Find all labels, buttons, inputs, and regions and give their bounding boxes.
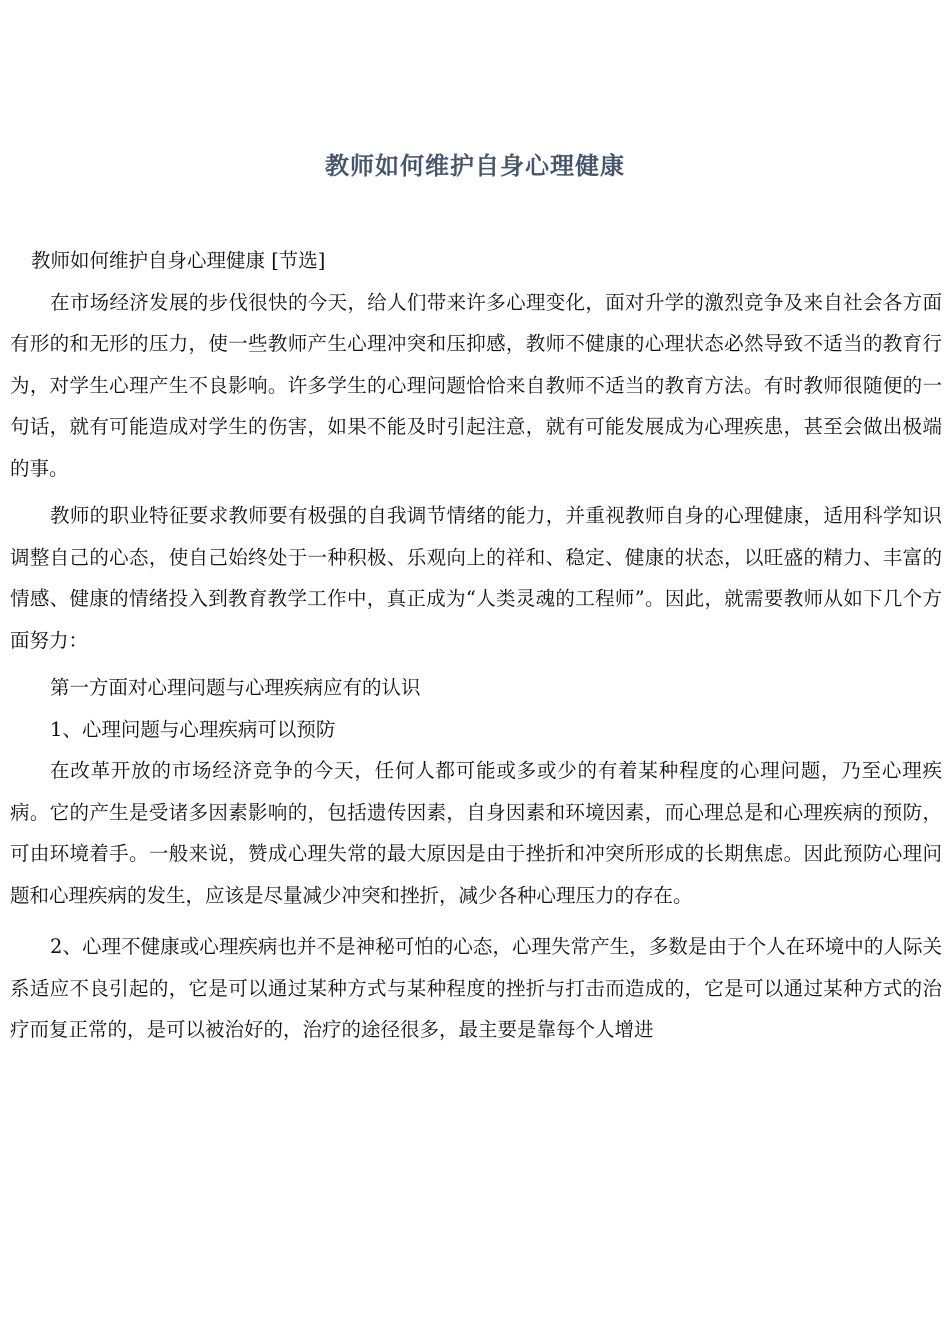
- body-paragraph: 在市场经济发展的步伐很快的今天，给人们带来许多心理变化，面对升学的激烈竞争及来自社会各方面有形的和无形的压力，使一些教师产生心理冲突和压抑感，教师不健康的心理状态必然导致不适当的教育行为，对学生心理产生不良影响。许多学生的心理问题恰恰来自教师不适当的教育方法。有时教师很随便的一句话，就有可能造成对学生的伤害，如果不能及时引起注意，就有可能发展成为心理疾患，甚至会做出极端的事。: [10, 290, 942, 480]
- section-heading: 第一方面对心理问题与心理疾病应有的认识: [50, 676, 421, 699]
- document-body: [10, 240, 942, 1051]
- body-paragraph: 教师的职业特征要求教师要有极强的自我调节情绪的能力，并重视教师自身的心理健康，适用科学知识调整自己的心态，使自己始终处于一种积极、乐观向上的祥和、稳定、健康的状态，以旺盛的精力、丰富的情感、健康的情绪投入到教育教学工作中，真正成为“人类灵魂的工程师”。因此，就需要教师从如下几个方面努力：: [10, 504, 942, 652]
- body-paragraph: 2、心理不健康或心理疾病也并不是神秘可怕的心态，心理失常产生，多数是由于个人在环境中的人际关系适应不良引起的，它是可以通过某种方式与某种程度的挫折与打击而造成的，它是可以通过某种方式的治疗而复正常的，是可以被治好的，治疗的途径很多，最主要是靠每个人增进: [10, 935, 942, 1041]
- body-paragraph: 在改革开放的市场经济竞争的今天，任何人都可能或多或少的有着某种程度的心理问题，乃至心理疾病。它的产生是受诸多因素影响的，包括遗传因素，自身因素和环境因素，而心理总是和心理疾病的预防，可由环境着手。一般来说，赞成心理失常的最大原因是由于挫折和冲突所形成的长期焦虑。因此预防心理问题和心理疾病的发生，应该是尽量减少冲突和挫折，减少各种心理压力的存在。: [10, 759, 942, 907]
- subtitle-paragraph: 教师如何维护自身心理健康 [节选]: [31, 249, 326, 272]
- subsection-heading: 1、心理问题与心理疾病可以预防: [50, 717, 336, 741]
- document-title: 教师如何维护自身心理健康: [325, 151, 625, 181]
